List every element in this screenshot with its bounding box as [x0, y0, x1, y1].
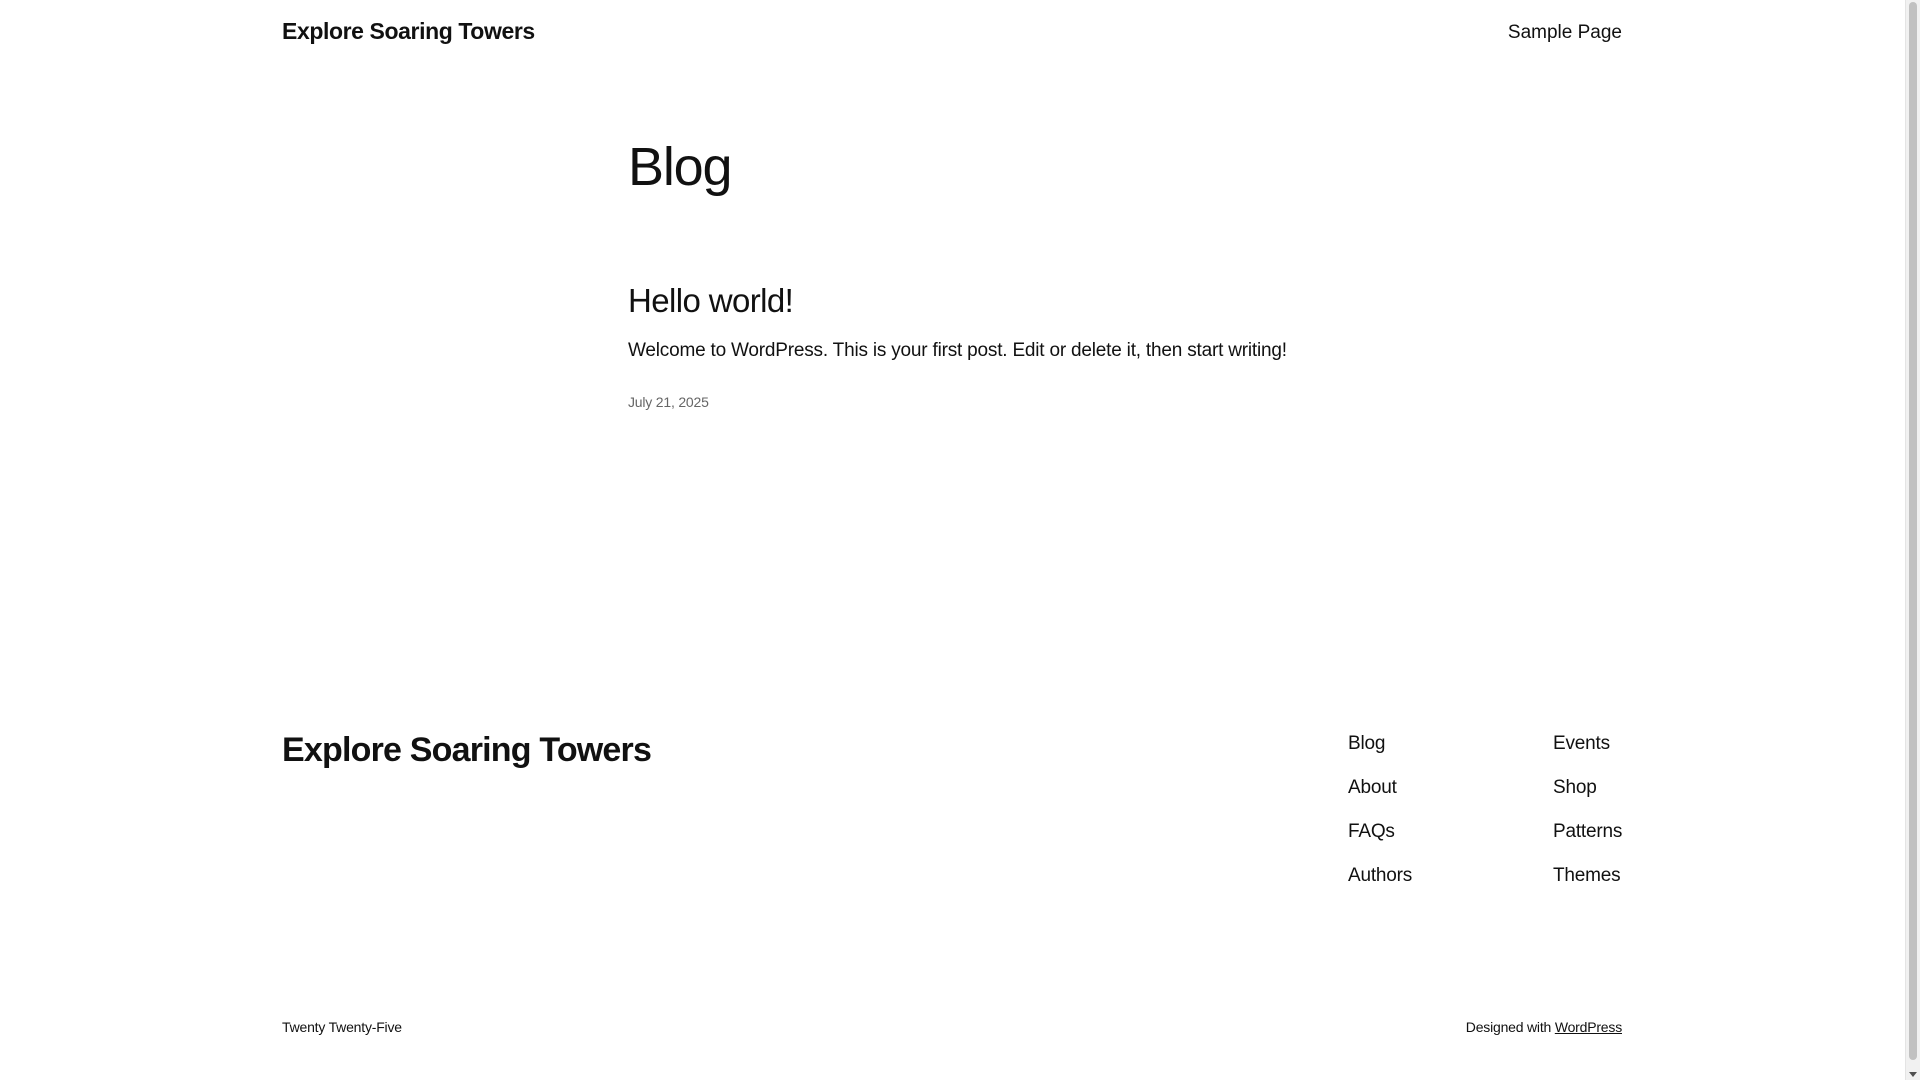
- footer-nav-item: [1553, 728, 1622, 772]
- wordpress-link[interactable]: WordPress: [1554, 1019, 1622, 1035]
- footer-link-about[interactable]: About: [1348, 777, 1397, 798]
- footer-nav-item: [1553, 860, 1622, 904]
- scrollbar-thumb[interactable]: [1909, 2, 1917, 1060]
- footer-link-authors[interactable]: Authors: [1348, 865, 1413, 886]
- footer-nav-primary: [1348, 728, 1412, 904]
- post-excerpt: Welcome to WordPress. This is your first post. Edit or delete it, then start writing!: [628, 340, 1287, 361]
- footer-link-faqs[interactable]: FAQs: [1348, 821, 1395, 842]
- footer-link-themes[interactable]: Themes: [1553, 865, 1621, 886]
- site-title-link[interactable]: Explore Soaring Towers: [282, 18, 535, 44]
- footer-link-events[interactable]: Events: [1553, 733, 1610, 754]
- footer-site-title-link[interactable]: Explore Soaring Towers: [282, 731, 652, 769]
- footer-nav-item: [1553, 816, 1622, 860]
- footer-nav-item: [1348, 728, 1412, 772]
- footer-nav-item: [1348, 772, 1412, 816]
- theme-credit: Twenty Twenty-Five: [282, 1019, 402, 1035]
- post-title-link[interactable]: Hello world!: [628, 282, 794, 319]
- page-title: Blog: [628, 137, 732, 197]
- designed-with-text: Designed with: [1465, 1019, 1555, 1035]
- nav-link-sample-page[interactable]: Sample Page: [1507, 22, 1622, 43]
- footer-nav-secondary: [1553, 728, 1622, 904]
- footer-link-blog[interactable]: Blog: [1348, 733, 1386, 754]
- footer-link-shop[interactable]: Shop: [1553, 777, 1597, 798]
- footer-nav-item: [1348, 860, 1412, 904]
- designed-with-credit: [1466, 1019, 1622, 1035]
- vertical-scrollbar[interactable]: [1905, 0, 1920, 1080]
- footer-link-patterns[interactable]: Patterns: [1553, 821, 1623, 842]
- post-date: July 21, 2025: [628, 394, 709, 410]
- scroll-down-arrow-icon[interactable]: [1909, 1072, 1917, 1077]
- footer-nav-item: [1348, 816, 1412, 860]
- footer-nav-item: [1553, 772, 1622, 816]
- post-title: [628, 279, 793, 323]
